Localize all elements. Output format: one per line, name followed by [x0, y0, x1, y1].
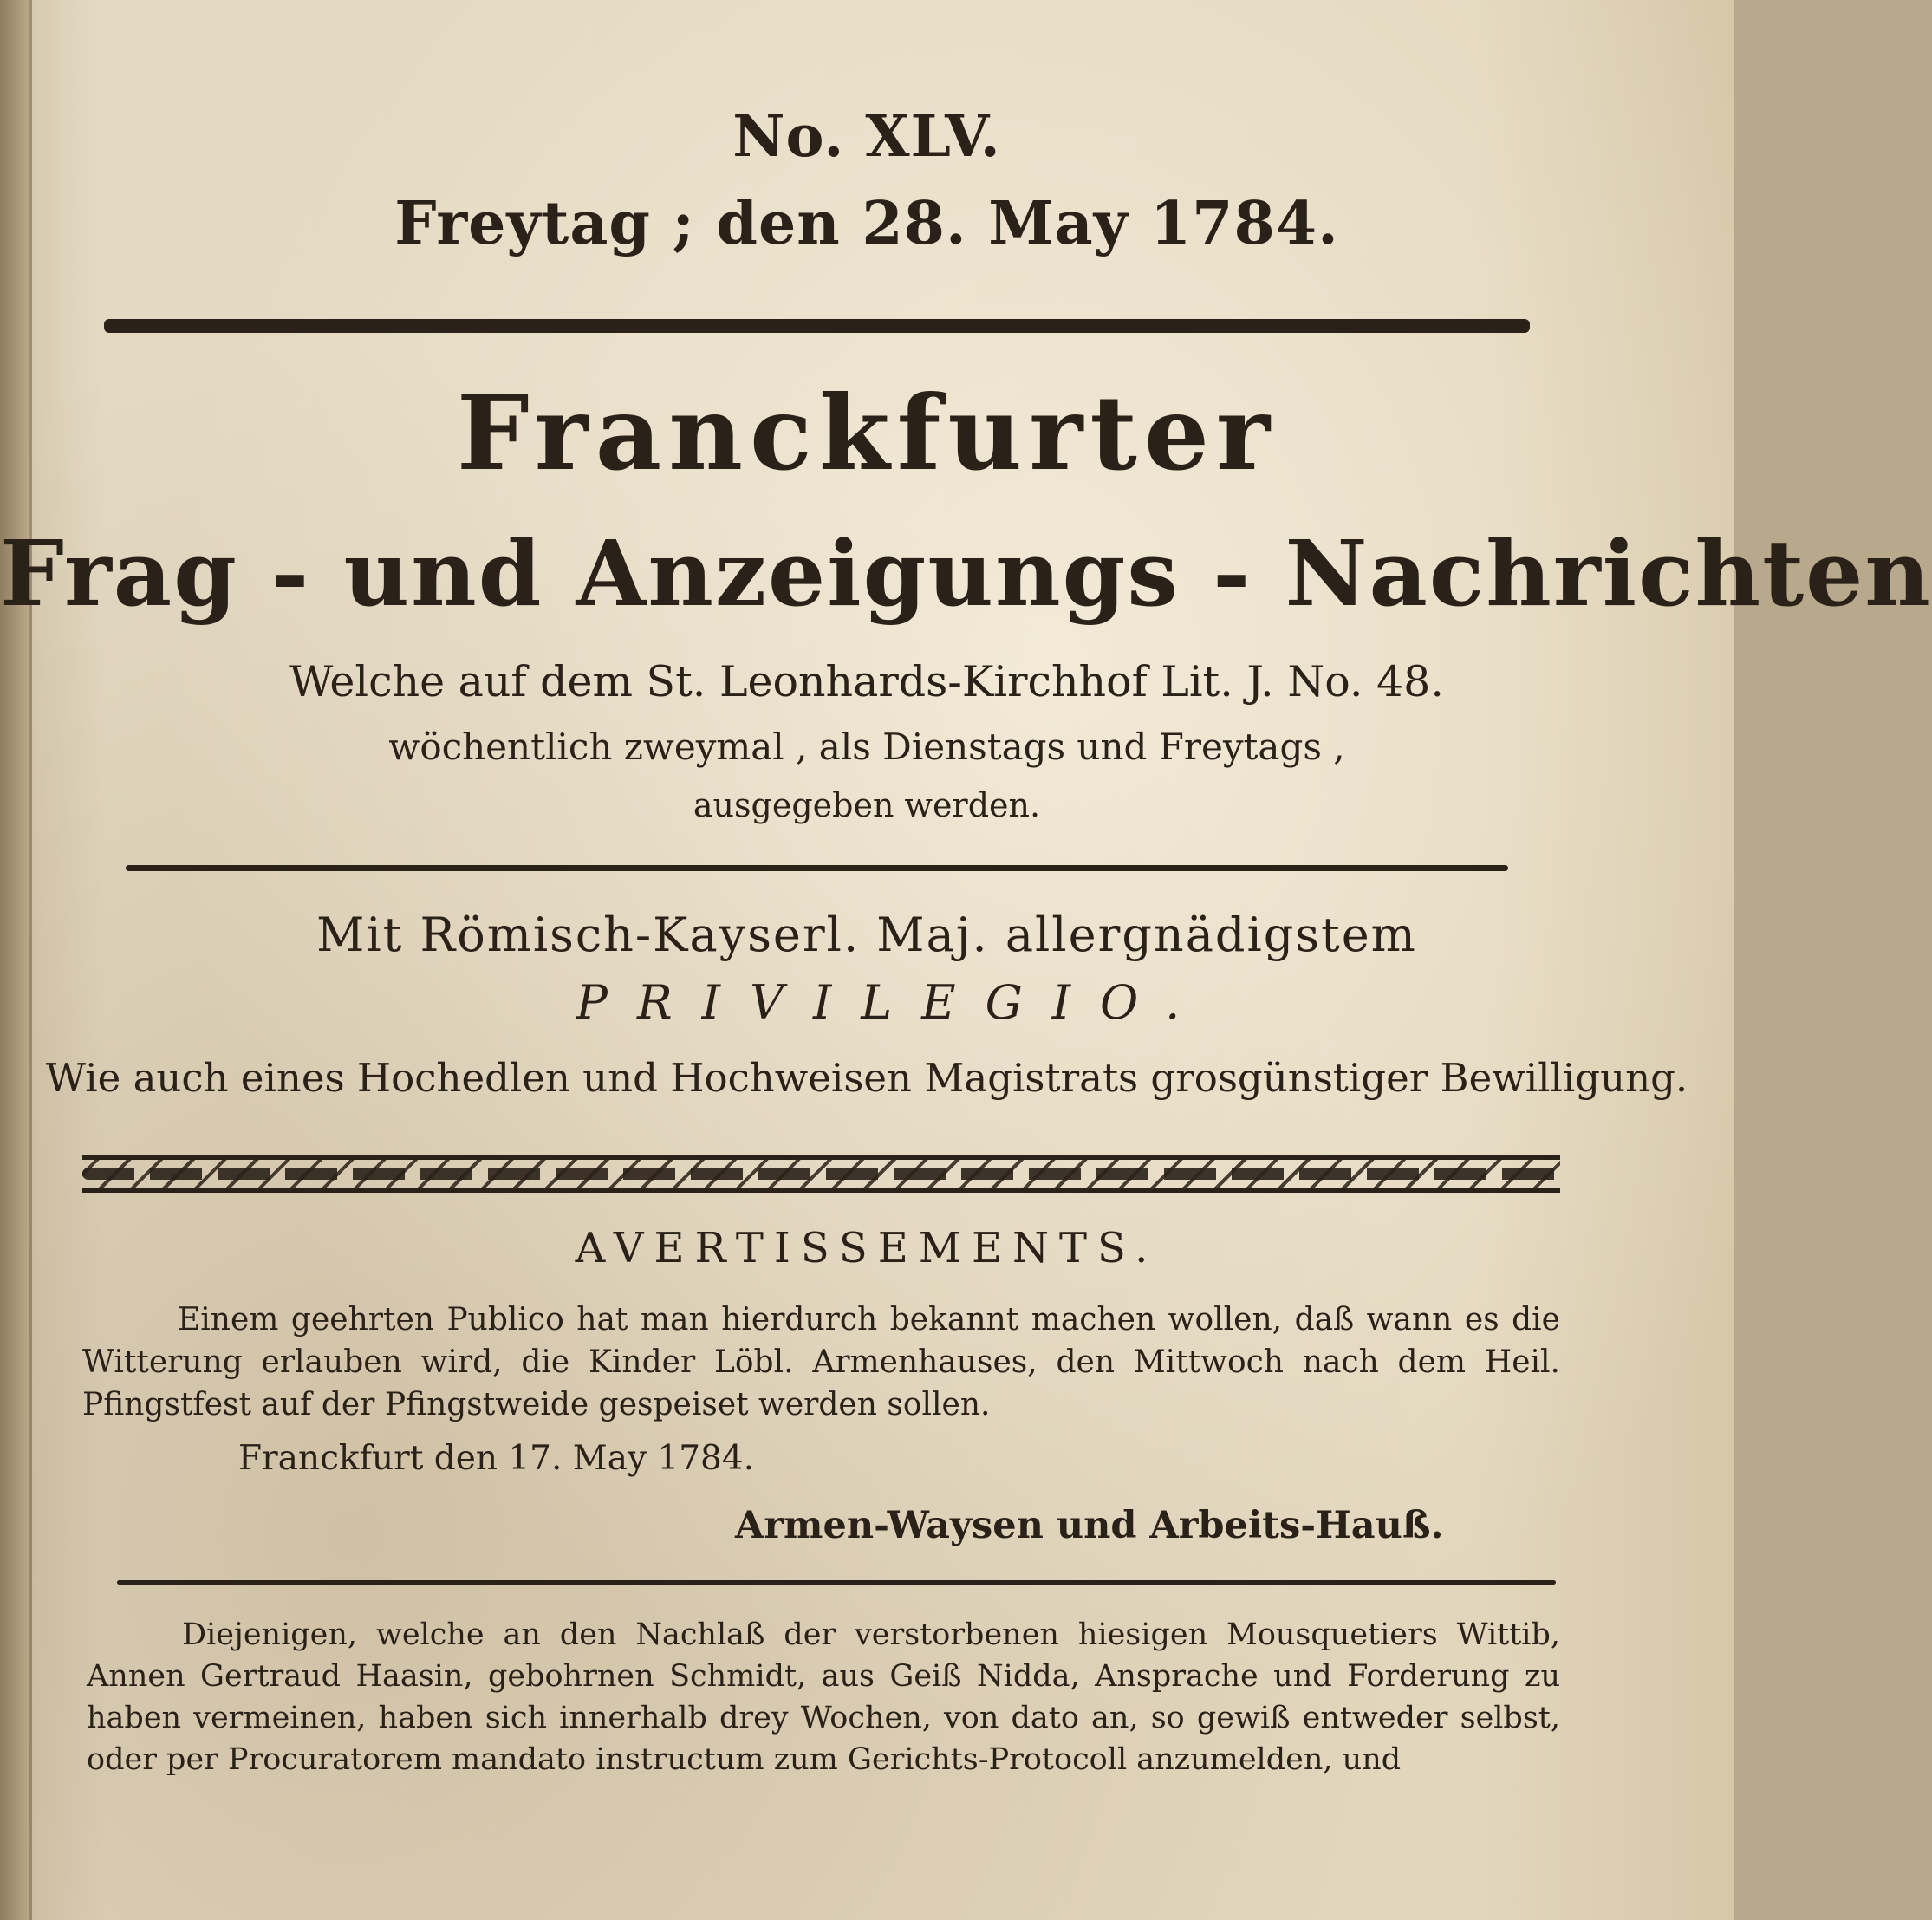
issued-line: ausgegeben werden.: [693, 786, 1041, 824]
notice-1-dateline: Franckfurt den 17. May 1784.: [238, 1439, 755, 1478]
issue-date: Freytag ; den 28. May 1784.: [394, 189, 1339, 258]
notice-separator-rule: [117, 1580, 1556, 1585]
notice-2-text: Diejenigen, welche an den Nachlaß der verstorbenen hiesigen Mousquetiers Wittib, Annen Gertraud Haasin, gebohrnen Schmidt, aus Geiß Nidda, Ansprache und Forderung zu haben vermeinen, haben sich innerhalb drey Wochen, von dato an, so gewiß entweder selbst, oder per Procuratorem mandato instructum zum Gerichts-Protocoll anzumelden, und: [87, 1617, 1560, 1777]
notice-1-text: Einem geehrten Publico hat man hierdurch bekannt machen wollen, daß wann es die Witterung erlauben wird, die Kinder Löbl. Armenhauses, den Mittwoch nach dem Heil. Pfingstfest auf der Pfingstweide gespeiset werden sollen.: [82, 1302, 1560, 1422]
privilege-line3: Wie auch eines Hochedlen und Hochweisen Magistrats grosgünstiger Bewilligung.: [45, 1055, 1688, 1101]
header-rule: [104, 319, 1530, 333]
privilege-line1: Mit Römisch-Kayserl. Maj. allergnädigstem: [316, 908, 1417, 962]
ornamental-chain: [82, 1168, 1560, 1180]
masthead-title-line1: Franckfurter: [456, 373, 1278, 493]
schedule-line: wöchentlich zweymal , als Dienstags und Freytags ,: [388, 726, 1345, 768]
issue-number: No. XLV.: [732, 102, 1001, 170]
masthead-title-line2: Frag - und Anzeigungs - Nachrichten: [0, 520, 1932, 627]
section-heading: AVERTISSEMENTS.: [575, 1224, 1159, 1272]
notice-1-signature: Armen-Waysen und Arbeits-Hauß.: [735, 1504, 1444, 1547]
privilege-line2: PRIVILEGIO.: [576, 975, 1210, 1030]
publisher-line: Welche auf dem St. Leonhards-Kirchhof Lit. J. No. 48.: [289, 657, 1444, 706]
ornamental-border: [82, 1155, 1560, 1193]
masthead-rule: [126, 865, 1508, 871]
